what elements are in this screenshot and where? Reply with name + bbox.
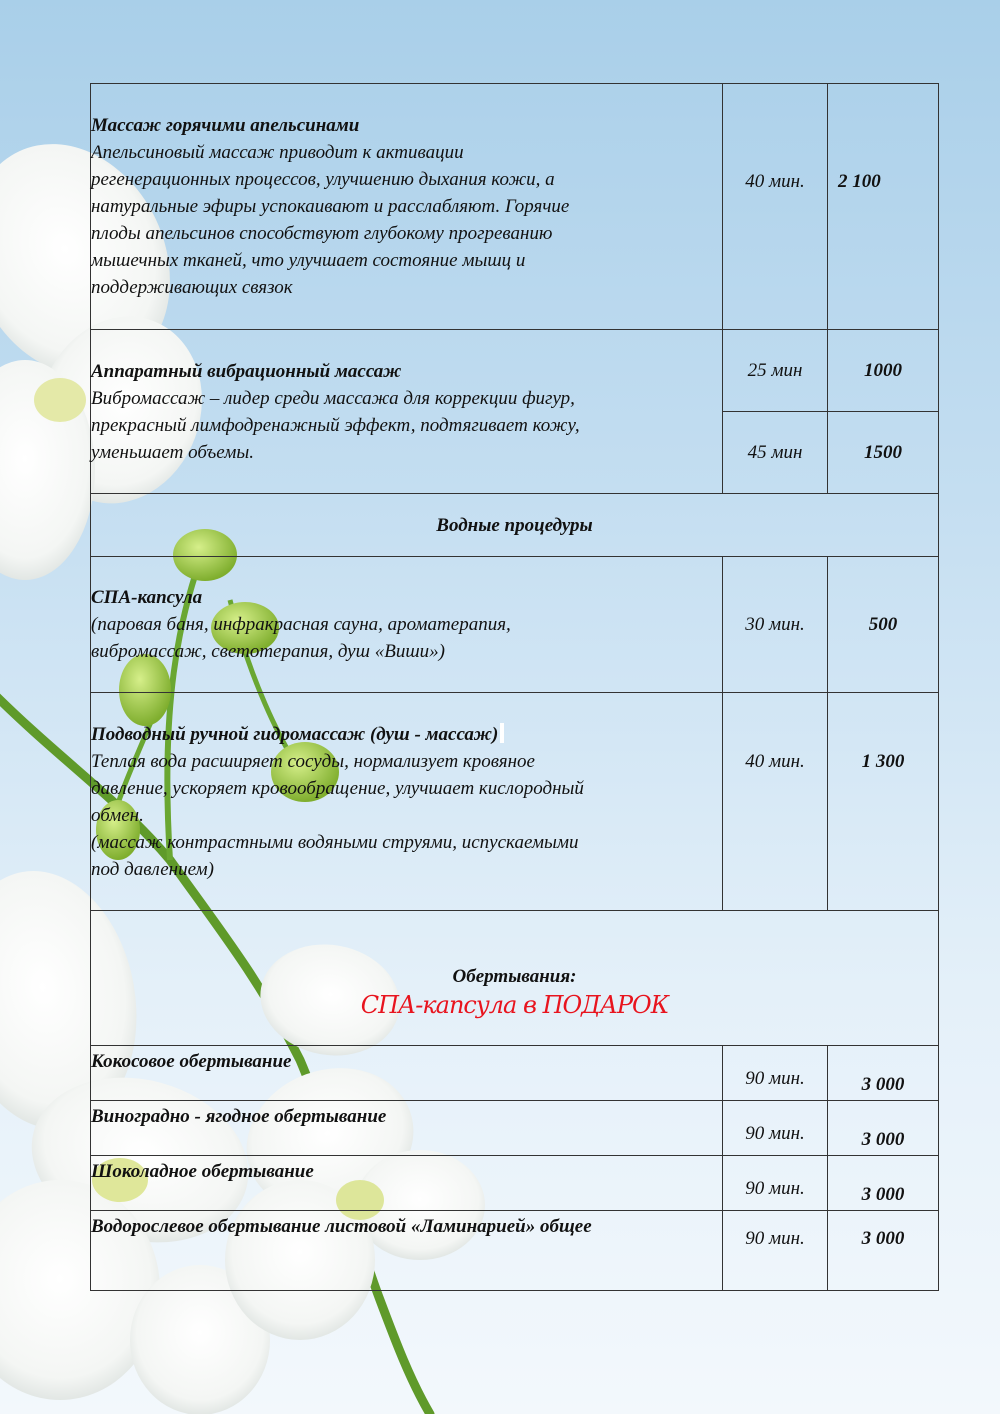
section-title: Обертывания: СПА-капсула в ПОДАРОК <box>91 911 939 1046</box>
service-duration: 45 мин <box>723 412 828 494</box>
section-header-water <box>91 494 939 557</box>
price-table <box>90 83 939 1291</box>
service-duration: 25 мин <box>723 330 828 412</box>
service-name: Подводный ручной гидромассаж (душ - массаж) <box>91 721 722 748</box>
wrap-duration: 90 мин. <box>723 1046 828 1101</box>
service-name: Аппаратный вибрационный массаж <box>91 360 402 382</box>
service-price: 500 <box>828 557 939 693</box>
service-description: Массаж горячими апельсинами Апельсиновый массаж приводит к активации регенерационных процессов, улучшению дыхания кожи, а натуральные эфиры успокаивают и расслабляют. Горячие плоды апельсинов способствуют глубокому прогреванию мышечных тканей, что улучшает состояние мышц и поддерживающих связок <box>91 84 723 330</box>
section-header-wraps <box>91 911 939 1046</box>
service-row-spa-capsule <box>91 557 939 693</box>
wrap-name: Кокосовое обертывание <box>91 1051 292 1072</box>
wrap-duration: 90 мин. <box>723 1156 828 1211</box>
wrap-duration: 90 мин. <box>723 1101 828 1156</box>
wrap-row <box>91 1211 939 1291</box>
service-price: 1500 <box>828 412 939 494</box>
wrap-price: 3 000 <box>828 1101 939 1156</box>
service-description: СПА-капсула (паровая баня, инфракрасная сауна, ароматерапия, вибромассаж, светотерапия, душ «Виши») <box>91 557 723 693</box>
wrap-price: 3 000 <box>828 1211 939 1291</box>
service-row-orange-massage <box>91 84 939 330</box>
service-duration: 30 мин. <box>723 557 828 693</box>
service-price: 1 300 <box>828 693 939 911</box>
wrap-price: 3 000 <box>828 1156 939 1211</box>
wrap-name: Шоколадное обертывание <box>91 1161 314 1182</box>
wrap-row <box>91 1101 939 1156</box>
service-duration: 40 мин. <box>723 84 828 330</box>
service-name: СПА-капсула <box>91 587 203 608</box>
wrap-row <box>91 1046 939 1101</box>
service-row-hydromassage <box>91 693 939 911</box>
gift-notice: СПА-капсула в ПОДАРОК <box>360 991 669 1019</box>
section-title: Водные процедуры <box>91 494 939 557</box>
wrap-duration: 90 мин. <box>723 1211 828 1291</box>
service-row-vibration-massage <box>91 330 939 412</box>
wrap-name: Водорослевое обертывание листовой «Ламинарией» общее <box>91 1216 592 1237</box>
service-price: 2 100 <box>828 84 939 330</box>
wrap-row <box>91 1156 939 1211</box>
service-duration: 40 мин. <box>723 693 828 911</box>
wrap-name: Виноградно - ягодное обертывание <box>91 1106 387 1127</box>
wrap-price: 3 000 <box>828 1046 939 1101</box>
service-price: 1000 <box>828 330 939 412</box>
service-name: Массаж горячими апельсинами <box>91 115 360 136</box>
service-description: Аппаратный вибрационный массаж Вибромассаж – лидер среди массажа для коррекции фигур, прекрасный лимфодренажный эффект, подтягивает кожу, уменьшает объемы. <box>91 330 723 494</box>
text-marker <box>500 723 504 743</box>
service-description: Подводный ручной гидромассаж (душ - массаж) Теплая вода расширяет сосуды, нормализует кровяное давление, ускоряет кровообращение, улучшает кислородный обмен. (массаж контрастными водяными струями, испускаемыми под давлением) <box>91 693 723 911</box>
